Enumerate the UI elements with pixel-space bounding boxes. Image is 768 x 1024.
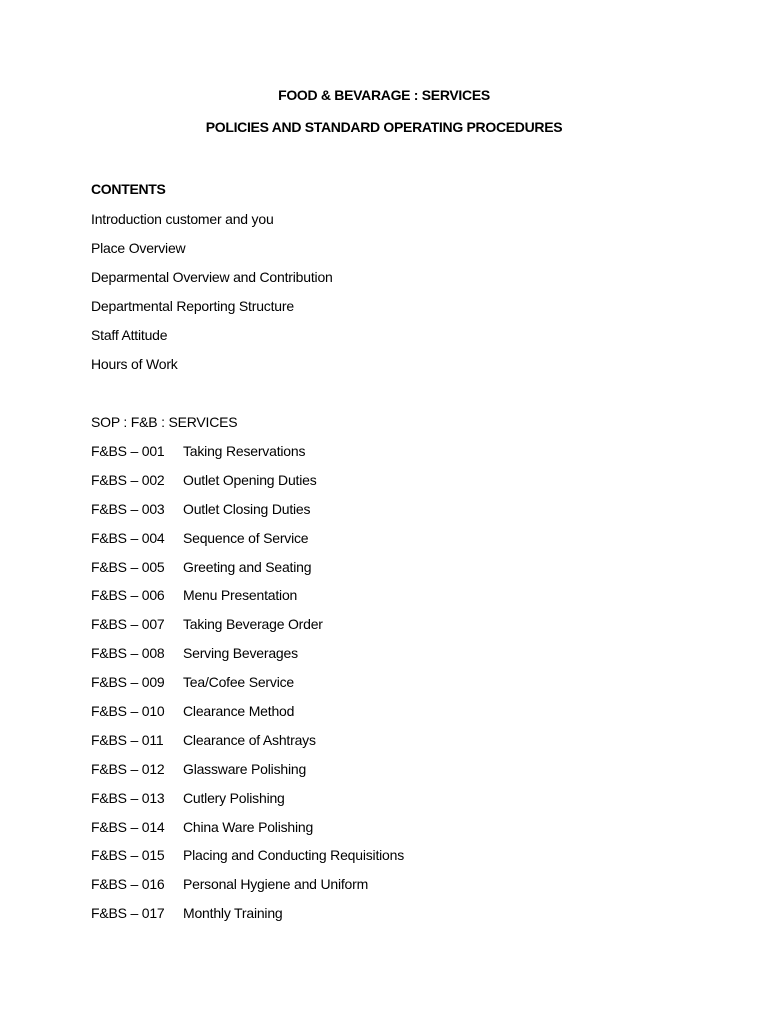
sop-item — [91, 469, 404, 498]
sop-code: F&BS – 010 — [91, 703, 165, 720]
sop-code: F&BS – 004 — [91, 529, 165, 546]
sop-code: F&BS – 009 — [91, 674, 165, 691]
sop-item-title: Sequence of Service — [183, 529, 309, 546]
document-title: FOOD & BEVARAGE : SERVICES — [278, 87, 490, 103]
sop-item — [91, 527, 404, 556]
sop-item — [91, 816, 404, 845]
sop-item — [91, 498, 404, 527]
sop-code: F&BS – 005 — [91, 558, 165, 575]
document-subtitle: POLICIES AND STANDARD OPERATING PROCEDURES — [205, 119, 563, 135]
sop-code: F&BS – 007 — [91, 616, 165, 633]
sop-code: F&BS – 012 — [91, 760, 165, 777]
sop-item-title: Placing and Conducting Requisitions — [183, 847, 405, 864]
sop-code: F&BS – 013 — [91, 789, 165, 806]
sop-item-title: Clearance Method — [183, 703, 295, 720]
sop-item — [91, 902, 404, 931]
contents-item: Place Overview — [91, 240, 186, 256]
sop-item-title: Cutlery Polishing — [183, 789, 285, 806]
sop-item-title: China Ware Polishing — [183, 818, 314, 835]
sop-item-title: Taking Reservations — [183, 443, 306, 459]
sop-item — [91, 787, 404, 816]
contents-item: Hours of Work — [91, 356, 178, 372]
sop-item-title: Clearance of Ashtrays — [183, 731, 316, 748]
contents-item: Staff Attitude — [91, 327, 168, 343]
sop-item — [91, 613, 404, 642]
sop-item-title: Outlet Opening Duties — [183, 471, 317, 488]
sop-item — [91, 729, 404, 758]
contents-heading: CONTENTS — [91, 181, 166, 197]
sop-item — [91, 642, 404, 671]
contents-item: Introduction customer and you — [91, 211, 274, 227]
sop-code: F&BS – 001 — [91, 443, 165, 459]
sop-code: F&BS – 017 — [91, 905, 165, 922]
sop-item — [91, 440, 404, 469]
sop-item-title: Taking Beverage Order — [183, 616, 323, 633]
sop-item — [91, 700, 404, 729]
sop-item — [91, 556, 404, 585]
sop-item-title: Monthly Training — [183, 905, 283, 922]
sop-item-title: Menu Presentation — [183, 587, 298, 604]
sop-code: F&BS – 008 — [91, 645, 165, 662]
contents-item: Departmental Reporting Structure — [91, 298, 294, 314]
sop-item-title: Tea/Cofee Service — [183, 674, 294, 691]
contents-list — [91, 208, 333, 382]
sop-item-title: Outlet Closing Duties — [183, 500, 311, 517]
sop-item-title: Glassware Polishing — [183, 760, 307, 777]
sop-code: F&BS – 003 — [91, 500, 165, 517]
sop-code: F&BS – 015 — [91, 847, 165, 864]
sop-item — [91, 671, 404, 700]
sop-code: F&BS – 016 — [91, 876, 165, 893]
sop-item-title: Greeting and Seating — [183, 558, 312, 575]
sop-list — [91, 440, 404, 931]
sop-heading: SOP : F&B : SERVICES — [91, 414, 238, 430]
sop-item-title: Personal Hygiene and Uniform — [183, 876, 369, 893]
sop-code: F&BS – 011 — [91, 731, 164, 748]
sop-item — [91, 584, 404, 613]
sop-item — [91, 758, 404, 787]
sop-item — [91, 873, 404, 902]
contents-item: Deparmental Overview and Contribution — [91, 269, 333, 285]
sop-code: F&BS – 002 — [91, 471, 165, 488]
sop-item-title: Serving Beverages — [183, 645, 298, 662]
sop-code: F&BS – 014 — [91, 818, 165, 835]
sop-item — [91, 844, 404, 873]
sop-code: F&BS – 006 — [91, 587, 165, 604]
